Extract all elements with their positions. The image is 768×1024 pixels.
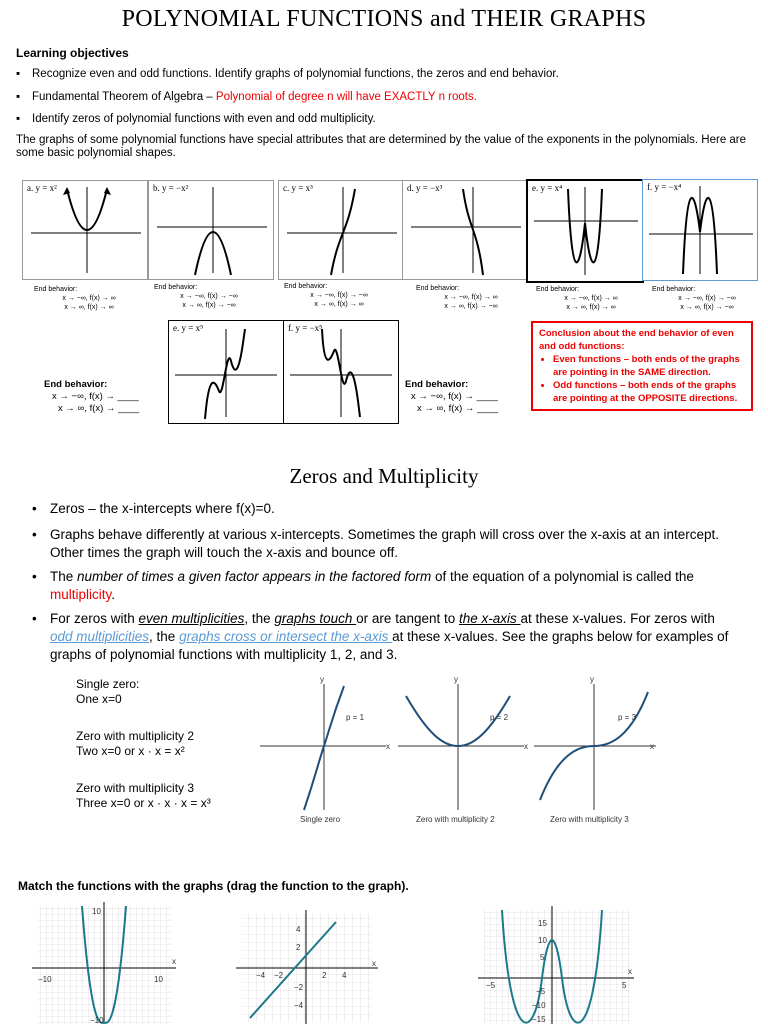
tick-label: −10 — [38, 975, 52, 984]
axis-label-x: x — [628, 967, 632, 976]
axis-label-y: y — [320, 675, 324, 684]
multiplicity-graphs — [258, 674, 658, 832]
section-heading: Zeros and Multiplicity — [289, 464, 479, 488]
panel-label: c. y = x³ — [283, 183, 313, 193]
tick-label: −2 — [294, 983, 304, 992]
conclusion-box: Conclusion about the end behavior of even and odd functions: • Even functions – both ends of the graphs are pointing in the SAME direction. • Odd functions – both ends of the graphs are pointing at the OPPOSITE directions. — [531, 321, 753, 411]
multiplicity-p-1: p = 1 — [346, 713, 365, 722]
objective-item: ▪ Recognize even and odd functions. Identify graphs of polynomial functions, the zeros and end behavior. — [16, 68, 559, 80]
end-behavior-neg-x5: End behavior: x → −∞, f(x) → ____ x → ∞, f(x) → ____ — [405, 379, 499, 414]
page-title: POLYNOMIAL FUNCTIONS and THEIR GRAPHS — [121, 6, 647, 32]
multiplicity-caption-3: Zero with multiplicity 3 — [550, 815, 629, 824]
axis-label-x: x — [524, 742, 528, 751]
zeros-bullet: • Zeros – the x-intercepts where f(x)=0. — [32, 501, 275, 516]
panel-label: e. y = x⁴ — [532, 183, 563, 193]
graph-panel-d — [402, 180, 528, 280]
multiplicity-p-2: p = 2 — [490, 713, 509, 722]
tick-label: −10 — [90, 1016, 104, 1024]
zeros-bullet: • Graphs behave differently at various x-intercepts. Sometimes the graph will cross over the x-axis at an intercept. Other times the graph will touch the x-axis and bounce off. — [32, 527, 720, 560]
tick-label: −2 — [274, 971, 284, 980]
tick-label: −5 — [486, 981, 496, 990]
tick-label: 5 — [622, 981, 627, 990]
tick-label: 10 — [92, 907, 101, 916]
multiplicity-label-1: Single zero: One x=0 — [76, 677, 140, 706]
match-heading: Match the functions with the graphs (drag the function to the graph). — [18, 879, 409, 893]
objective-item: ▪ Fundamental Theorem of Algebra – Polynomial of degree n will have EXACTLY n roots. — [16, 91, 477, 103]
intro-text: The graphs of some polynomial functions have special attributes that are determined by the value of the exponents in the polynomials. Here are some basic polynomial shapes. — [16, 134, 747, 159]
tick-label: 4 — [342, 971, 347, 980]
tick-label: 2 — [322, 971, 327, 980]
tick-label: −4 — [294, 1001, 304, 1010]
objective-item: ▪ Identify zeros of polynomial functions with even and odd multiplicity. — [16, 113, 376, 125]
end-behavior-b: End behavior: x → −∞, f(x) → −∞ x → ∞, f(x) → −∞ — [154, 284, 238, 309]
tick-label: 15 — [538, 919, 547, 928]
multiplicity-label-3: Zero with multiplicity 3 Three x=0 or x · x · x = x³ — [76, 781, 211, 810]
multiplicity-caption-2: Zero with multiplicity 2 — [416, 815, 495, 824]
multiplicity-p-3: p = 3 — [618, 713, 637, 722]
panel-label: d. y = −x³ — [407, 183, 443, 193]
graph-panel-a — [22, 180, 148, 280]
multiplicity-caption-1: Single zero — [300, 815, 341, 824]
zeros-bullet: • The number of times a given factor appears in the factored form of the equation of a polynomial is called the multiplicity. — [32, 569, 694, 602]
axis-label-y: y — [590, 675, 594, 684]
graph-panel-b — [148, 180, 274, 280]
panel-label: f. y = −x⁴ — [647, 182, 682, 192]
graph-panel-neg-x5 — [283, 320, 399, 424]
tick-label: 10 — [154, 975, 163, 984]
panel-label: a. y = x² — [27, 183, 57, 193]
objectives-heading: Learning objectives — [16, 46, 129, 60]
match-graph-2[interactable] — [232, 910, 382, 1024]
end-behavior-a: End behavior: x → −∞, f(x) → ∞ x → ∞, f(x) → ∞ — [34, 286, 116, 311]
match-graph-3[interactable] — [478, 906, 638, 1024]
end-behavior-c: End behavior: x → −∞, f(x) → −∞ x → ∞, f(x) → ∞ — [284, 283, 368, 308]
tick-label: −5 — [536, 987, 546, 996]
panel-label: b. y = −x² — [153, 183, 189, 193]
axis-label-x: x — [372, 959, 376, 968]
multiplicity-label-2: Zero with multiplicity 2 Two x=0 or x · x = x² — [76, 729, 195, 758]
match-graph-1[interactable] — [28, 902, 180, 1024]
zeros-bullet: • For zeros with even multiplicities, the graphs touch or are tangent to the x-axis at these x-values. For zeros with odd multiplicities, the graphs cross or intersect the x-axis at these x-values. See the graphs below for examples of graphs of polynomial functions with multiplicity 1, 2, and 3. — [32, 611, 729, 662]
axis-label-y: y — [454, 675, 458, 684]
tick-label: 10 — [538, 936, 547, 945]
tick-label: −4 — [256, 971, 266, 980]
end-behavior-e: End behavior: x → −∞, f(x) → ∞ x → ∞, f(x) → ∞ — [536, 286, 618, 311]
panel-label: e. y = x⁵ — [173, 323, 204, 333]
end-behavior-d: End behavior: x → −∞, f(x) → ∞ x → ∞, f(x) → −∞ — [416, 285, 498, 310]
end-behavior-x5: End behavior: x → −∞, f(x) → ____ x → ∞, f(x) → ____ — [44, 379, 140, 414]
axis-label-x: x — [386, 742, 390, 751]
panel-label: f. y = −x⁵ — [288, 323, 323, 333]
graph-panel-f — [642, 179, 758, 281]
tick-label: 2 — [296, 943, 301, 952]
axis-label-x: x — [172, 957, 176, 966]
axis-label-x: x — [650, 742, 654, 751]
end-behavior-f: End behavior: x → −∞, f(x) → −∞ x → ∞, f(x) → −∞ — [652, 286, 736, 311]
tick-label: 4 — [296, 925, 301, 934]
graph-panel-e — [526, 179, 644, 283]
tick-label: 5 — [540, 953, 545, 962]
graph-panel-x5 — [168, 320, 284, 424]
fta-statement: Polynomial of degree n will have EXACTLY n roots. — [215, 91, 477, 103]
tick-label: −10 — [532, 1001, 546, 1010]
graph-panel-c — [278, 180, 404, 280]
tick-label: −15 — [532, 1015, 546, 1024]
